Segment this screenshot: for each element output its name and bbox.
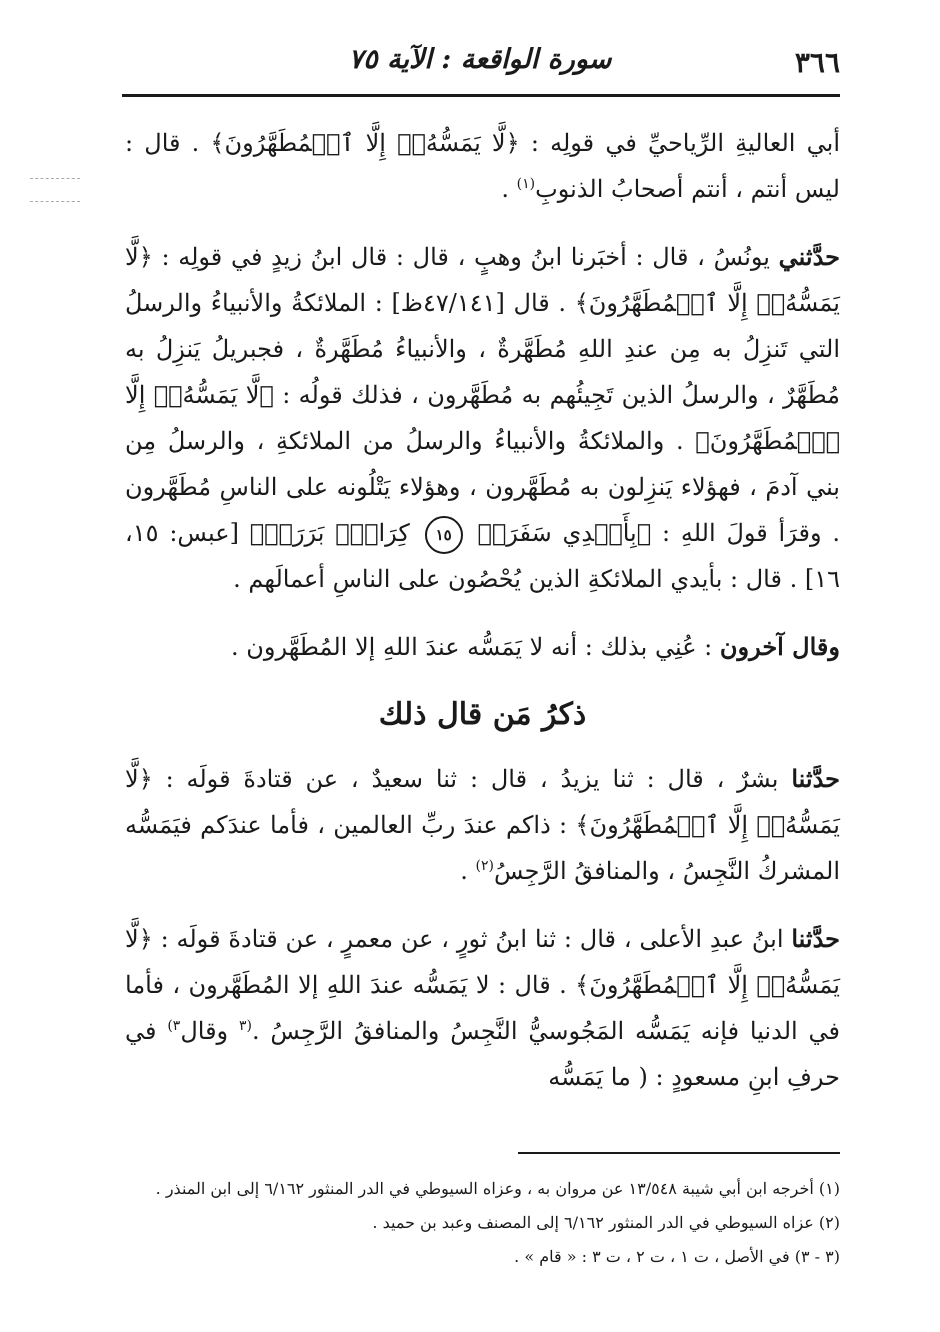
paragraph-text: بشرٌ ، قال : ثنا يزيدُ ، قال : ثنا سعيدٌ ، عن قتادةَ قولَه : ﴿لَّا يَمَسُّهُۥٓ إِلَّا ٱلۡمُطَهَّرُونَ﴾ : ذاكم عندَ ربِّ العالمين ، فأما عندَكم فيَمَسُّه المشركُ النَّجِسُ ، والمنافقُ الرَّجِسُ (125, 765, 840, 885)
paragraph-end: . (501, 175, 517, 203)
footnote-ref-2[interactable]: (٢) (475, 858, 494, 874)
paragraph-end: في حرفِ ابنِ مسعودٍ : ( ما يَمَسُّه (125, 1017, 840, 1091)
paragraph-text: : عُنِي بذلك : أنه لا يَمَسُّه عندَ اللهِ إلا المُطَهَّرون . (231, 633, 720, 661)
footnotes (140, 1172, 840, 1274)
footnote-rule (518, 1152, 840, 1154)
paragraph-end: . (460, 857, 476, 885)
narration-lead: حدَّثني (778, 242, 840, 271)
narration-lead: وقال آخرون (719, 632, 840, 661)
narration-lead: حدَّثنا (791, 924, 840, 953)
footnote-2: (٢) عزاه السيوطي في الدر المنثور ٦/١٦٢ إلى المصنف وعبد بن حميد . (372, 1213, 840, 1232)
footnote-1: (١) أخرجه ابن أبي شيبة ١٣/٥٤٨ عن مروان به ، وعزاه السيوطي في الدر المنثور ٦/١٦٢ إلى ابن المنذر . (155, 1179, 840, 1198)
paragraph-3 (125, 624, 840, 670)
narration-lead: حدَّثنا (791, 764, 840, 793)
paragraph-text: ابنُ عبدِ الأعلى ، قال : ثنا ابنُ ثورٍ ، عن معمرٍ ، عن قتادةَ قولَه : ﴿لَّا يَمَسُّهُۥٓ إِلَّا ٱلۡمُطَهَّرُونَ﴾ . قال : لا يَمَسُّه عندَ اللهِ إلا المُطَهَّرون ، فأما في الدنيا فإنه يَمَسُّه المَجُوسيُّ النَّجِسُ والمنافقُ الرَّجِسُ . (125, 925, 840, 1045)
main-text (125, 120, 840, 1122)
footnote-ref-3-open[interactable]: (٣ (238, 1018, 252, 1034)
paragraph-1 (125, 120, 840, 212)
sura-title: سورة الواقعة : الآية ٧٥ (348, 44, 612, 75)
header-rule (122, 94, 840, 97)
paragraph-text-continued: كِرَامِۭ بَرَرَةٖ﴾ [عبس: ١٥، ١٦] . قال : بأيدي الملائكةِ الذين يُحْصُون على الناسِ أعمالَهم . (125, 519, 840, 593)
footnote-ref-1[interactable]: (١) (516, 176, 536, 192)
page-number: ٣٦٦ (794, 46, 840, 79)
ayah-number-marker: ١٥ (425, 516, 463, 554)
paragraph-mid: وقال (180, 1017, 239, 1045)
paragraph-5 (125, 916, 840, 1100)
paragraph-2 (125, 234, 840, 602)
footnote-ref-3-close[interactable]: ٣) (167, 1018, 181, 1034)
margin-mark (30, 201, 80, 202)
margin-marks (30, 178, 80, 224)
paragraph-text: يونُسُ ، قال : أخبَرنا ابنُ وهبٍ ، قال : قال ابنُ زيدٍ في قولِه : ﴿لَّا يَمَسُّهُۥٓ إِلَّا ٱلۡمُطَهَّرُونَ﴾ . قال [٤٧/١٤١ظ] : الملائكةُ والأنبياءُ والرسلُ التي تَنزِلُ به مِن عندِ اللهِ مُطَهَّرةٌ ، والأنبياءُ مُطَهَّرةٌ ، فجبريلُ يَنزِلُ به مُطَهَّرٌ ، والرسلُ الذين تَجِيئُهم به مُطَهَّرون ، فذلك قولُه : ﴿لَّا يَمَسُّهُۥٓ إِلَّا ٱلۡمُطَهَّرُونَ﴾ . والملائكةُ والأنبياءُ والرسلُ من الملائكةِ ، والرسلُ مِن بني آدمَ ، فهؤلاء يَنزِلون به مُطَهَّرون ، وهؤلاء يَتْلُونه على الناسِ مُطَهَّرون . وقرَأ قولَ اللهِ : ﴿بِأَيۡدِي سَفَرَةٖ (125, 243, 840, 547)
running-header (120, 40, 840, 90)
paragraph-text: أبي العاليةِ الرِّياحيِّ في قولِه : ﴿لَّا يَمَسُّهُۥٓ إِلَّا ٱلۡمُطَهَّرُونَ﴾ . قال : ليس أنتم ، أنتم أصحابُ الذنوبِ (125, 129, 840, 203)
margin-mark (30, 178, 80, 179)
section-heading: ذكرُ مَن قال ذلك (378, 697, 587, 732)
footnote-3: (٣ - ٣) في الأصل ، ت ١ ، ت ٢ ، ت ٣ : « قام » . (514, 1247, 840, 1266)
paragraph-4 (125, 756, 840, 894)
